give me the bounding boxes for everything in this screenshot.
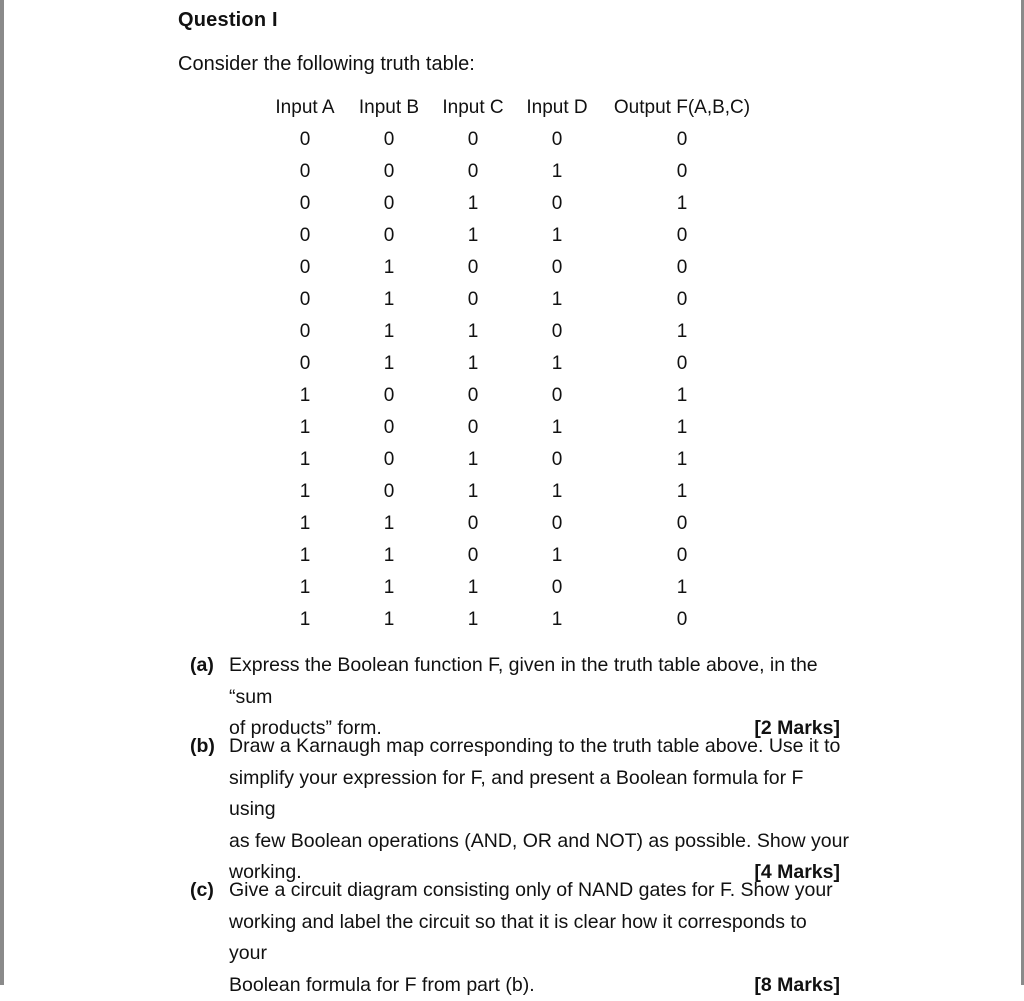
table-cell: 0 <box>431 380 515 412</box>
header-input-b: Input B <box>347 92 431 124</box>
part-b-line: Draw a Karnaugh map corresponding to the truth table above. Use it to <box>229 731 850 763</box>
part-b-text <box>229 731 850 889</box>
table-cell: 1 <box>431 220 515 252</box>
table-cell: 1 <box>515 220 599 252</box>
table-cell: 1 <box>599 412 765 444</box>
table-cell: 1 <box>599 316 765 348</box>
table-cell: 1 <box>515 348 599 380</box>
header-input-a: Input A <box>263 92 347 124</box>
table-cell: 1 <box>431 476 515 508</box>
table-cell: 1 <box>263 476 347 508</box>
part-b <box>190 731 850 889</box>
table-cell: 1 <box>515 476 599 508</box>
table-cell: 0 <box>515 316 599 348</box>
table-row <box>263 188 765 220</box>
table-cell: 0 <box>515 444 599 476</box>
table-cell: 1 <box>431 188 515 220</box>
table-cell: 1 <box>347 508 431 540</box>
table-cell: 0 <box>599 508 765 540</box>
table-cell: 1 <box>347 316 431 348</box>
part-b-line: as few Boolean operations (AND, OR and NOT) as possible. Show your <box>229 826 850 858</box>
header-input-d: Input D <box>515 92 599 124</box>
table-row <box>263 220 765 252</box>
table-row <box>263 508 765 540</box>
table-cell: 0 <box>599 252 765 284</box>
table-cell: 0 <box>263 284 347 316</box>
table-row <box>263 572 765 604</box>
table-cell: 1 <box>599 444 765 476</box>
part-b-line: simplify your expression for F, and present a Boolean formula for F using <box>229 763 850 826</box>
table-cell: 1 <box>347 572 431 604</box>
part-b-marks: [4 Marks] <box>754 857 840 889</box>
table-cell: 1 <box>347 348 431 380</box>
table-cell: 0 <box>599 220 765 252</box>
table-cell: 1 <box>263 444 347 476</box>
table-cell: 0 <box>515 252 599 284</box>
table-row <box>263 252 765 284</box>
table-cell: 1 <box>263 540 347 572</box>
table-cell: 1 <box>599 476 765 508</box>
table-cell: 1 <box>347 252 431 284</box>
truth-table <box>263 92 765 636</box>
table-cell: 0 <box>347 220 431 252</box>
table-row <box>263 124 765 156</box>
table-cell: 0 <box>347 476 431 508</box>
table-cell: 0 <box>263 220 347 252</box>
table-cell: 1 <box>515 412 599 444</box>
table-cell: 1 <box>515 284 599 316</box>
table-cell: 0 <box>347 188 431 220</box>
table-row <box>263 348 765 380</box>
table-cell: 0 <box>263 252 347 284</box>
table-cell: 1 <box>431 348 515 380</box>
table-cell: 0 <box>431 412 515 444</box>
part-b-label: (b) <box>190 731 215 763</box>
table-cell: 0 <box>599 156 765 188</box>
table-cell: 0 <box>347 380 431 412</box>
part-c <box>190 875 850 1001</box>
table-cell: 1 <box>515 540 599 572</box>
question-title: Question I <box>178 9 278 32</box>
table-cell: 1 <box>263 604 347 636</box>
part-c-line: Boolean formula for F from part (b). <box>229 974 535 996</box>
part-c-line: working and label the circuit so that it is clear how it corresponds to your <box>229 907 850 970</box>
table-cell: 1 <box>431 444 515 476</box>
part-c-line-last <box>229 970 850 1001</box>
table-cell: 0 <box>347 124 431 156</box>
table-cell: 0 <box>263 348 347 380</box>
table-cell: 1 <box>431 604 515 636</box>
table-cell: 0 <box>347 156 431 188</box>
table-cell: 0 <box>515 508 599 540</box>
truth-table-body <box>263 124 765 636</box>
table-cell: 0 <box>431 540 515 572</box>
table-row <box>263 412 765 444</box>
table-cell: 0 <box>515 572 599 604</box>
table-row <box>263 284 765 316</box>
table-cell: 0 <box>599 124 765 156</box>
table-cell: 0 <box>431 252 515 284</box>
table-cell: 1 <box>263 508 347 540</box>
table-cell: 0 <box>263 124 347 156</box>
table-cell: 0 <box>263 188 347 220</box>
part-b-line: working. <box>229 861 302 883</box>
table-cell: 0 <box>599 348 765 380</box>
table-cell: 1 <box>515 156 599 188</box>
table-cell: 0 <box>599 284 765 316</box>
table-cell: 0 <box>431 284 515 316</box>
part-a-marks: [2 Marks] <box>754 713 840 745</box>
table-row <box>263 444 765 476</box>
question-intro: Consider the following truth table: <box>178 53 475 76</box>
truth-table-header-row <box>263 92 765 124</box>
table-row <box>263 156 765 188</box>
table-cell: 0 <box>431 156 515 188</box>
table-row <box>263 540 765 572</box>
table-cell: 1 <box>347 284 431 316</box>
table-row <box>263 380 765 412</box>
table-cell: 1 <box>431 316 515 348</box>
part-a-line: Express the Boolean function F, given in the truth table above, in the “sum <box>229 650 850 713</box>
header-output-f: Output F(A,B,C) <box>599 92 765 124</box>
table-row <box>263 316 765 348</box>
table-cell: 0 <box>515 124 599 156</box>
part-c-label: (c) <box>190 875 214 907</box>
table-cell: 1 <box>515 604 599 636</box>
table-cell: 1 <box>263 572 347 604</box>
part-c-line: Give a circuit diagram consisting only of NAND gates for F. Show your <box>229 875 850 907</box>
table-cell: 0 <box>263 156 347 188</box>
table-cell: 0 <box>515 380 599 412</box>
part-c-text <box>229 875 850 1001</box>
table-cell: 1 <box>599 380 765 412</box>
table-cell: 0 <box>347 412 431 444</box>
part-c-marks: [8 Marks] <box>754 970 840 1001</box>
table-cell: 1 <box>347 540 431 572</box>
table-cell: 1 <box>431 572 515 604</box>
table-cell: 0 <box>599 540 765 572</box>
table-cell: 0 <box>347 444 431 476</box>
table-row <box>263 604 765 636</box>
part-a-line: of products” form. <box>229 717 382 739</box>
table-cell: 0 <box>515 188 599 220</box>
table-cell: 1 <box>263 380 347 412</box>
table-cell: 0 <box>431 124 515 156</box>
table-row <box>263 476 765 508</box>
table-cell: 0 <box>431 508 515 540</box>
table-cell: 1 <box>263 412 347 444</box>
part-a-label: (a) <box>190 650 214 682</box>
table-cell: 0 <box>599 604 765 636</box>
table-cell: 1 <box>599 572 765 604</box>
table-cell: 1 <box>347 604 431 636</box>
table-cell: 1 <box>599 188 765 220</box>
table-cell: 0 <box>263 316 347 348</box>
header-input-c: Input C <box>431 92 515 124</box>
